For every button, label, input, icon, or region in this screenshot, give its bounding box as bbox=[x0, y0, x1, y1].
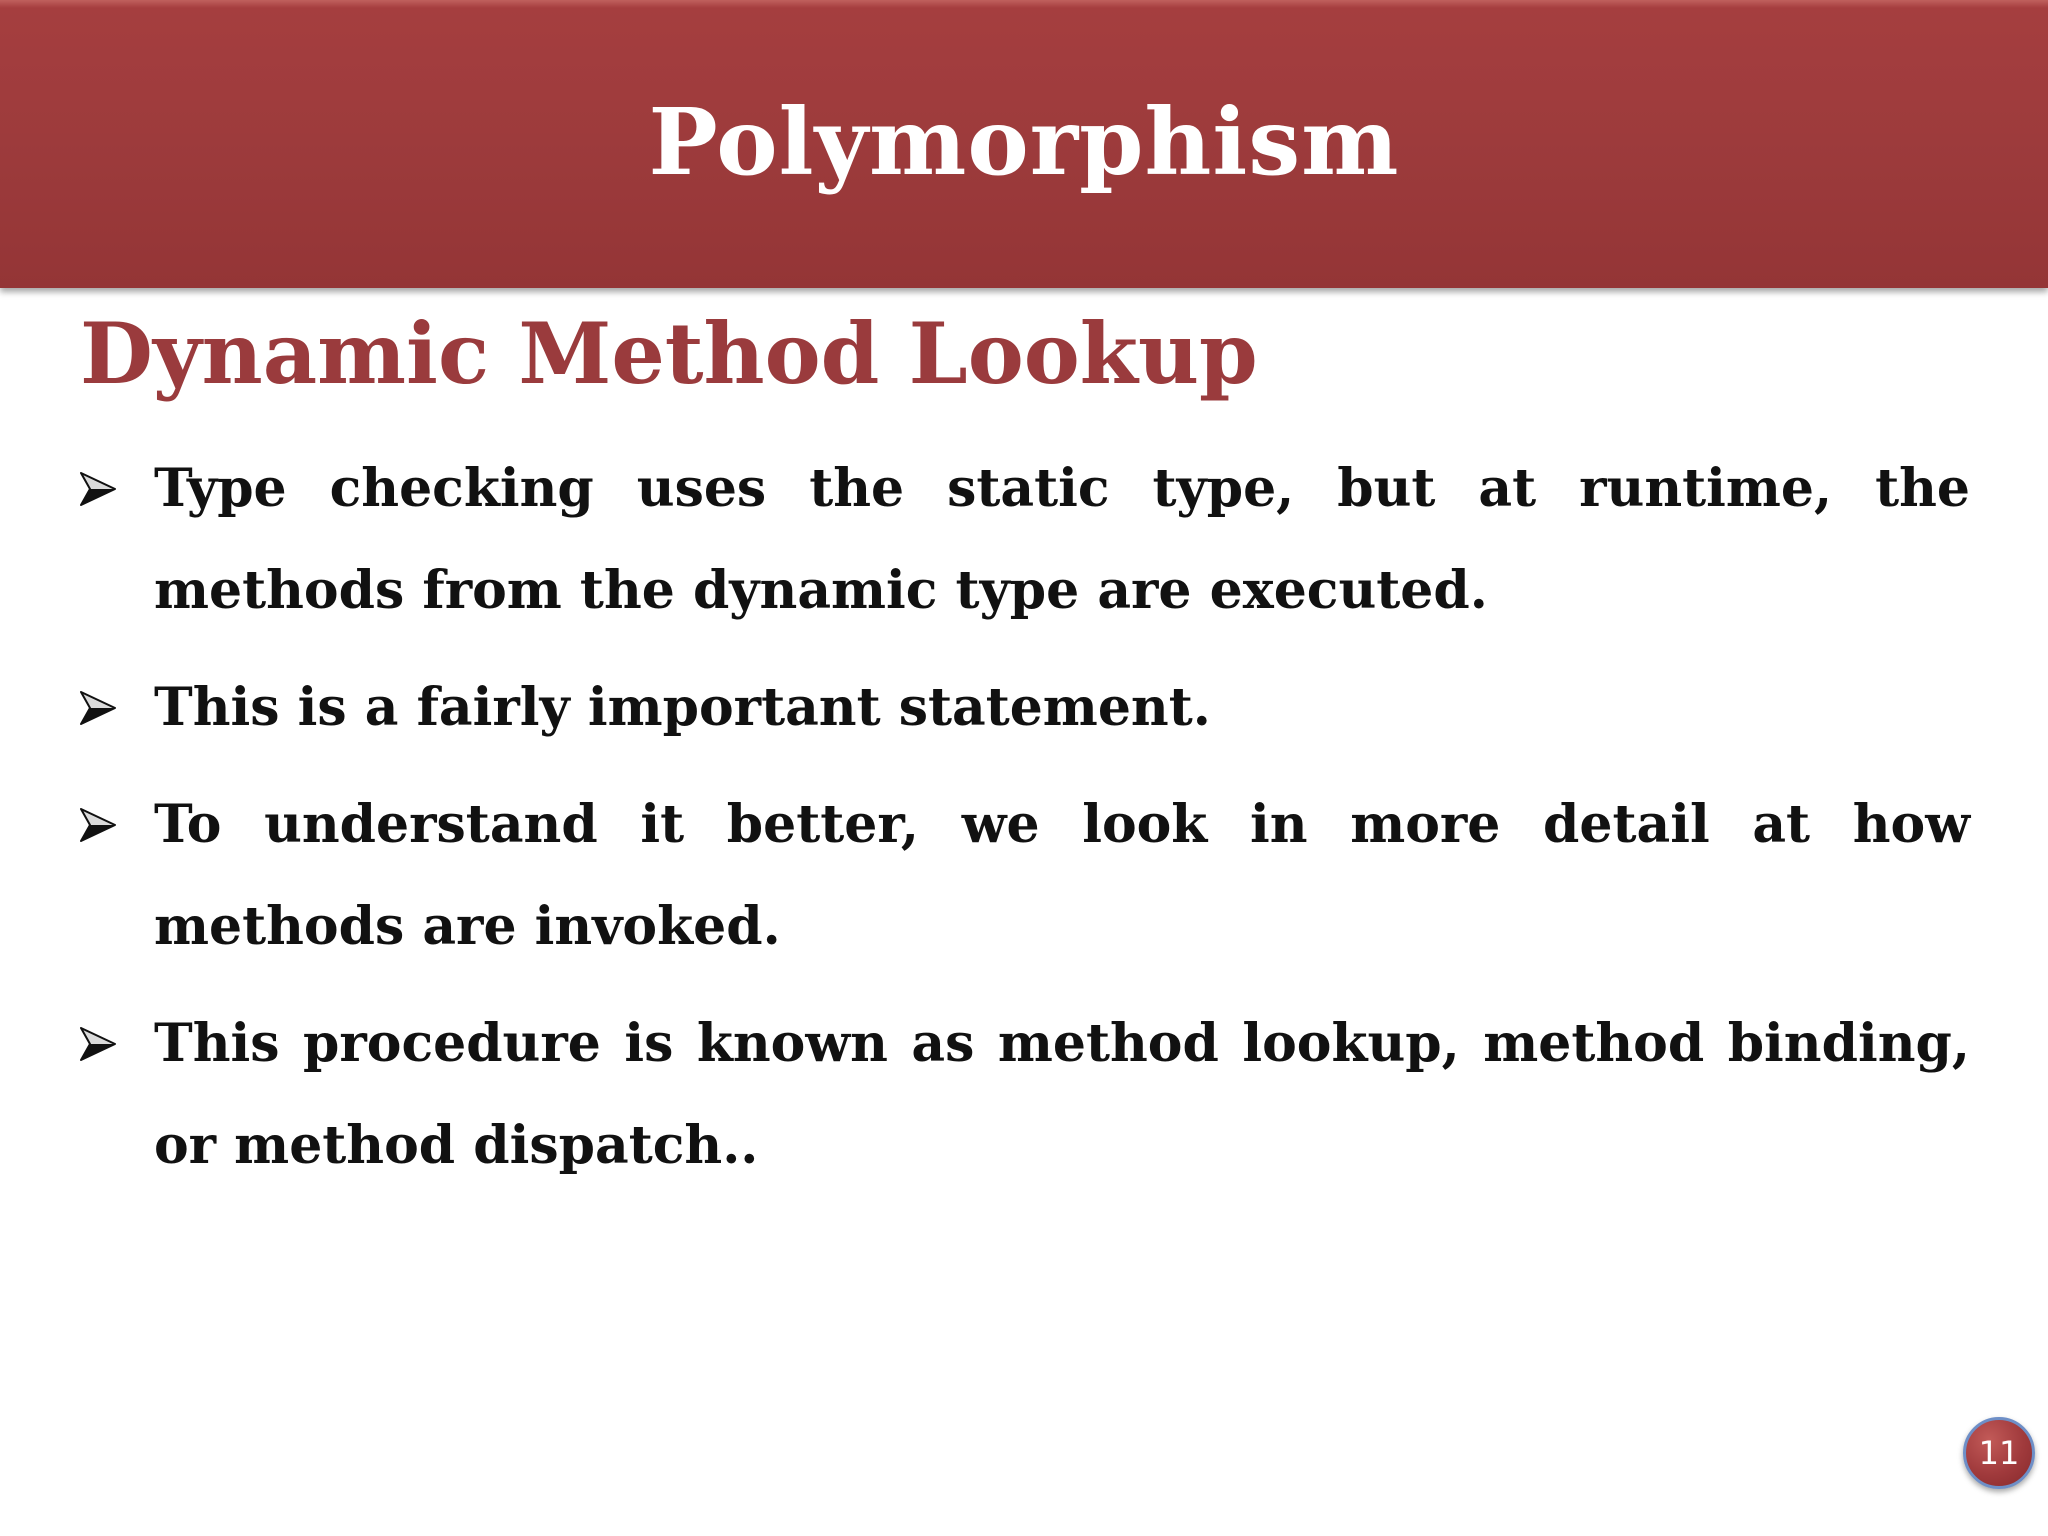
arrowhead-bullet-icon bbox=[80, 657, 154, 759]
bullet-text: This is a fairly important statement. bbox=[154, 677, 1211, 738]
bullet-text: To understand it better, we look in more detail at how methods are invoked. bbox=[154, 794, 1970, 957]
arrowhead-bullet-icon bbox=[80, 438, 154, 540]
arrowhead-bullet-icon bbox=[80, 993, 154, 1095]
bullet-text: Type checking uses the static type, but at runtime, the methods from the dynamic type are executed. bbox=[154, 458, 1970, 621]
bullet-item bbox=[80, 438, 1970, 642]
bullet-item bbox=[80, 657, 1970, 759]
bullet-text: This procedure is known as method lookup, method binding, or method dispatch.. bbox=[154, 1013, 1970, 1176]
section-heading: Dynamic Method Lookup bbox=[80, 304, 1258, 403]
page-number-badge: 11 bbox=[1963, 1417, 2035, 1489]
bullet-item bbox=[80, 774, 1970, 978]
bullet-item bbox=[80, 993, 1970, 1197]
bullet-list bbox=[80, 438, 1970, 1212]
slide-title: Polymorphism bbox=[648, 88, 1400, 196]
title-bar bbox=[0, 0, 2048, 288]
arrowhead-bullet-icon bbox=[80, 774, 154, 876]
